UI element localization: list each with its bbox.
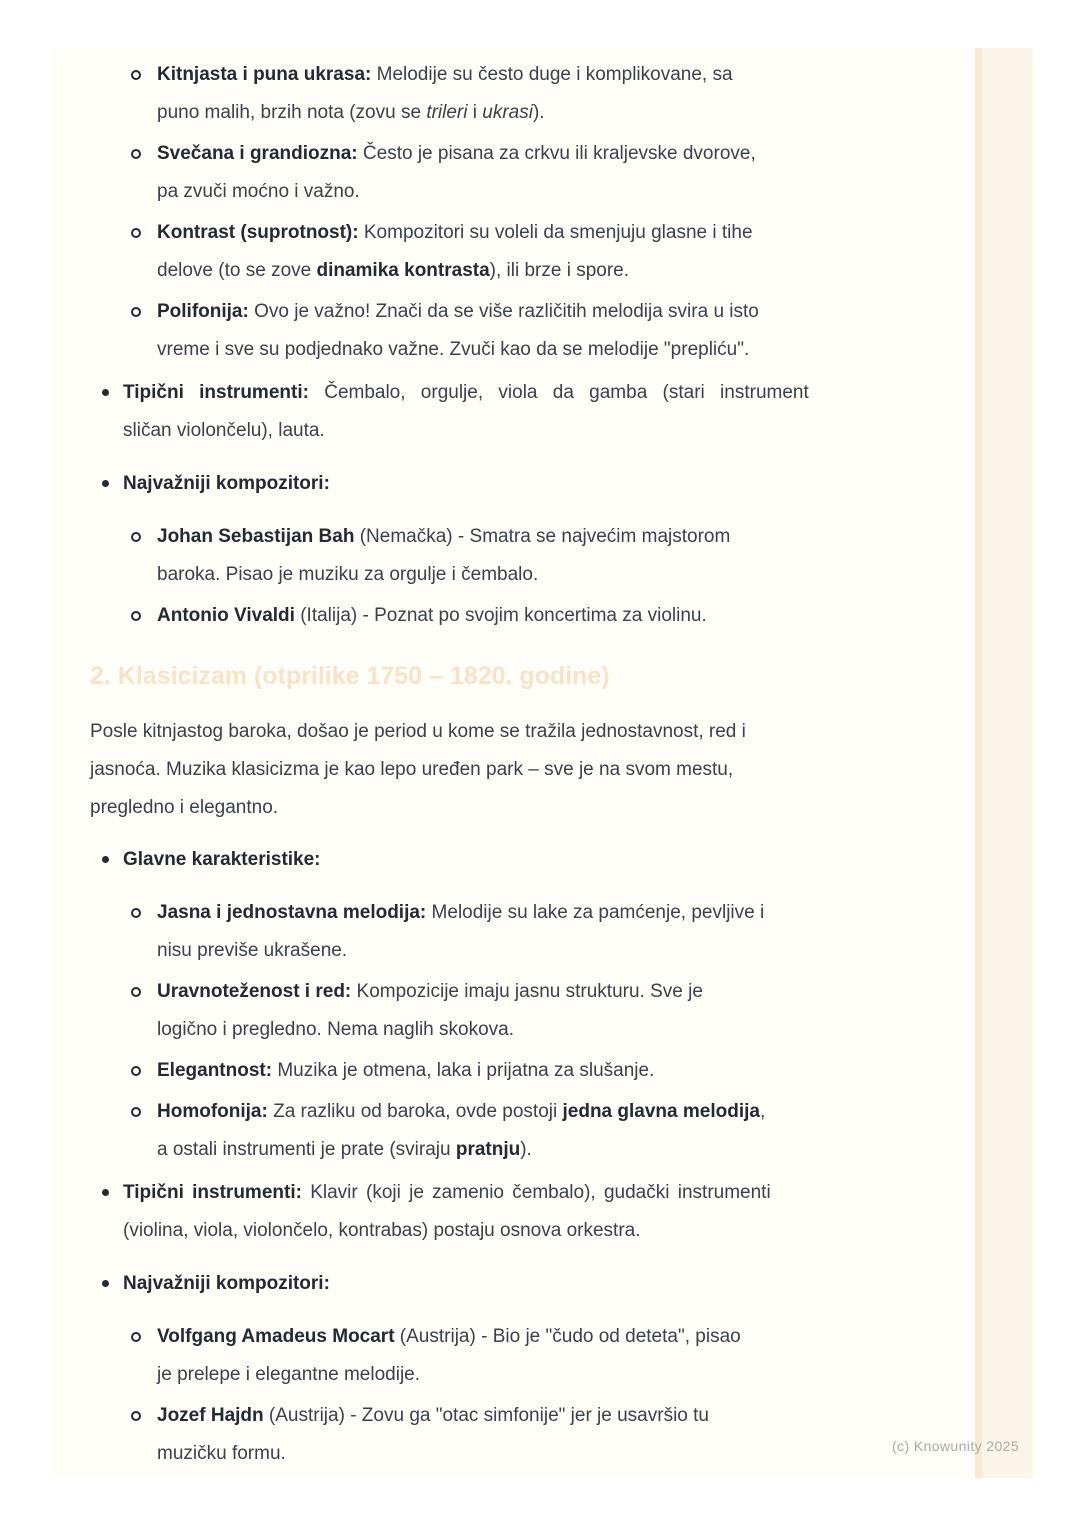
text-line: [157, 1011, 963, 1049]
text-line: [157, 94, 963, 132]
text-segment: Svečana i grandiozna:: [157, 143, 358, 164]
list-item-level1: [90, 465, 963, 503]
text-line: [123, 841, 963, 879]
list-item-level1: [90, 1265, 963, 1303]
text-segment: Kitnjasta i puna ukrasa:: [157, 64, 372, 85]
text-segment: jedna glavna melodija: [562, 1101, 760, 1122]
text-segment: i: [467, 102, 483, 123]
text-segment: Homofonija:: [157, 1101, 268, 1122]
text-segment: (Italija) - Poznat po svojim koncertima za violinu.: [294, 605, 707, 626]
circle-bullet-icon: [131, 1066, 141, 1076]
text-segment: Tipični instrumenti:: [123, 382, 309, 403]
text-segment: baroka. Pisao je muziku za orgulje i čembalo.: [157, 564, 539, 585]
text-line: [157, 1131, 963, 1169]
text-line: [157, 56, 963, 94]
text-segment: trileri: [426, 102, 468, 123]
text-segment: ukrasi: [482, 102, 533, 123]
text-segment: Posle kitnjastog baroka, došao je period u kome se tražila jednostavnost, red i: [90, 721, 746, 742]
text-segment: a ostali instrumenti je prate (sviraju: [157, 1139, 456, 1160]
text-segment: (Austrija) - Zovu ga "otac simfonije" jer je usavršio tu: [263, 1405, 709, 1426]
bullet-icon: [102, 480, 109, 487]
text-segment: Polifonija:: [157, 301, 249, 322]
text-segment: nisu previše ukrašene.: [157, 940, 348, 961]
text-line: [90, 789, 963, 827]
text-line: [90, 659, 963, 693]
text-segment: je prelepe i elegantne melodije.: [157, 1364, 421, 1385]
text-line: [157, 252, 963, 290]
text-segment: Kontrast (suprotnost):: [157, 222, 359, 243]
circle-bullet-icon: [131, 1411, 141, 1421]
text-line: [157, 1435, 963, 1473]
circle-bullet-icon: [131, 611, 141, 621]
text-segment: Uravnoteženost i red:: [157, 981, 352, 1002]
text-segment: (violina, viola, violončelo, kontrabas) postaju osnova orkestra.: [123, 1220, 641, 1241]
text-segment: pa zvuči moćno i važno.: [157, 181, 360, 202]
circle-bullet-icon: [131, 307, 141, 317]
bullet-icon: [102, 389, 109, 396]
list-item-level2: [90, 56, 963, 132]
text-segment: Elegantnost:: [157, 1060, 273, 1081]
list-item-level2: [90, 894, 963, 970]
text-segment: Klavir (koji je zamenio čembalo), gudački instrumenti: [301, 1182, 771, 1203]
text-segment: ,: [759, 1101, 766, 1122]
circle-bullet-icon: [131, 908, 141, 918]
text-segment: Jasna i jednostavna melodija:: [157, 902, 427, 923]
text-line: [157, 556, 963, 594]
text-line: [157, 293, 963, 331]
text-segment: puno malih, brzih nota (zovu se: [157, 102, 427, 123]
circle-bullet-icon: [131, 228, 141, 238]
text-segment: Johan Sebastijan Bah: [157, 526, 355, 547]
text-segment: Za razliku od baroka, ovde postoji: [267, 1101, 563, 1122]
text-segment: 2. Klasicizam (otprilike 1750 – 1820. godine): [90, 662, 610, 690]
text-line: [157, 214, 963, 252]
text-line: [157, 973, 963, 1011]
text-segment: pratnju: [455, 1139, 521, 1160]
list-item-level2: [90, 1052, 963, 1090]
text-segment: ).: [532, 102, 545, 123]
list-item-level2: [90, 293, 963, 369]
text-segment: pregledno i elegantno.: [90, 797, 279, 818]
text-line: [157, 1318, 963, 1356]
bullet-icon: [102, 1280, 109, 1287]
text-segment: (Nemačka) - Smatra se najvećim majstorom: [354, 526, 731, 547]
text-segment: ).: [520, 1139, 532, 1160]
text-line: [123, 1265, 963, 1303]
bullet-icon: [102, 856, 109, 863]
text-segment: Muzika je otmena, laka i prijatna za slušanje.: [272, 1060, 655, 1081]
text-segment: Melodije su lake za pamćenje, pevljive i: [426, 902, 765, 923]
list-item-level2: [90, 597, 963, 635]
text-segment: logično i pregledno. Nema naglih skokova.: [157, 1019, 514, 1040]
text-segment: Glavne karakteristike:: [123, 849, 321, 870]
list-item-level1: [90, 374, 963, 450]
text-segment: ), ili brze i spore.: [489, 260, 630, 281]
text-line: [157, 173, 963, 211]
text-line: [123, 465, 963, 503]
circle-bullet-icon: [131, 987, 141, 997]
text-segment: Čembalo, orgulje, viola da gamba (stari instrument: [308, 382, 809, 403]
text-segment: jasnoća. Muzika klasicizma je kao lepo uređen park – sve je na svom mestu,: [90, 759, 734, 780]
text-line: [123, 374, 963, 412]
text-segment: vreme i sve su podjednako važne. Zvuči kao da se melodije "prepliću".: [157, 339, 750, 360]
list-item-level1: [90, 1174, 963, 1250]
circle-bullet-icon: [131, 1107, 141, 1117]
list-item-level2: [90, 973, 963, 1049]
text-line: [157, 135, 963, 173]
text-line: [123, 1212, 963, 1250]
text-segment: muzičku formu.: [157, 1443, 286, 1464]
text-line: [157, 331, 963, 369]
circle-bullet-icon: [131, 70, 141, 80]
text-line: [123, 412, 963, 450]
text-line: [157, 932, 963, 970]
text-line: [157, 1397, 963, 1435]
list-item-level2: [90, 214, 963, 290]
text-segment: Volfgang Amadeus Mocart: [157, 1326, 395, 1347]
text-segment: Najvažniji kompozitori:: [123, 1273, 330, 1294]
section-heading: [90, 659, 963, 693]
text-segment: Kompozicije imaju jasnu strukturu. Sve je: [351, 981, 703, 1002]
text-line: [157, 894, 963, 932]
text-segment: Jozef Hajdn: [157, 1405, 264, 1426]
text-line: [90, 713, 963, 751]
circle-bullet-icon: [131, 1332, 141, 1342]
text-segment: (Austrija) - Bio je "čudo od deteta", pisao: [394, 1326, 741, 1347]
document-content: [90, 56, 963, 1476]
text-segment: Antonio Vivaldi: [157, 605, 295, 626]
copyright-watermark: (c) Knowunity 2025: [892, 1438, 1020, 1454]
bullet-icon: [102, 1189, 109, 1196]
text-segment: Najvažniji kompozitori:: [123, 473, 330, 494]
page-edge-strip: [975, 48, 1033, 1478]
paragraph: [90, 713, 963, 827]
list-item-level2: [90, 518, 963, 594]
text-line: [157, 1356, 963, 1394]
circle-bullet-icon: [131, 149, 141, 159]
text-line: [123, 1174, 963, 1212]
text-segment: Često je pisana za crkvu ili kraljevske dvorove,: [357, 143, 756, 164]
circle-bullet-icon: [131, 532, 141, 542]
text-line: [157, 518, 963, 556]
list-item-level2: [90, 1397, 963, 1473]
text-line: [157, 1093, 963, 1131]
text-line: [157, 1052, 963, 1090]
text-segment: delove (to se zove: [157, 260, 317, 281]
text-segment: Tipični instrumenti:: [123, 1182, 302, 1203]
list-item-level1: [90, 841, 963, 879]
text-segment: sličan violončelu), lauta.: [123, 420, 325, 441]
text-segment: Melodije su često duge i komplikovane, sa: [371, 64, 733, 85]
text-segment: Ovo je važno! Znači da se više različitih melodija svira u isto: [248, 301, 759, 322]
document-page: [50, 48, 1033, 1478]
text-line: [157, 597, 963, 635]
list-item-level2: [90, 1093, 963, 1169]
list-item-level2: [90, 1318, 963, 1394]
text-segment: dinamika kontrasta: [316, 260, 490, 281]
text-line: [90, 751, 963, 789]
list-item-level2: [90, 135, 963, 211]
text-segment: Kompozitori su voleli da smenjuju glasne i tihe: [358, 222, 753, 243]
